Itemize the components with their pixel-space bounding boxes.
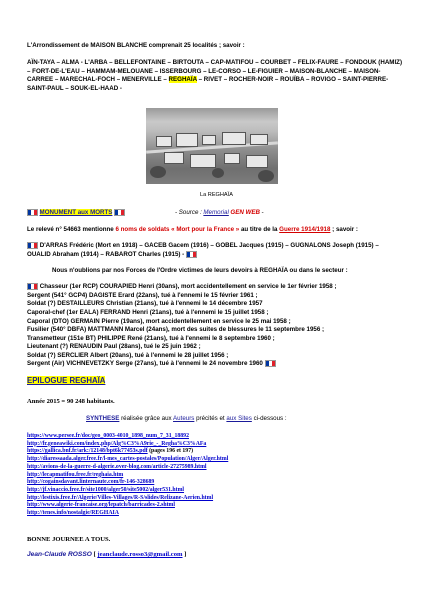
source-link[interactable]: http://jf.vinaccio.free.fr/site1000/alger50/site5002/alger531.html xyxy=(27,486,185,493)
victims-list xyxy=(27,283,402,369)
french-flag-icon xyxy=(27,209,38,216)
source-link[interactable]: http://diaressaada.alger.free.fr/l-mes_cartes-postales/Population/Alger/Alger.html xyxy=(27,456,229,463)
source-link[interactable]: http://lestixis.free.fr/Algerie/Villes-Villages/R-S/slides/Relizane-Aerien.html xyxy=(27,494,214,501)
monument-source: - Source : Memorial GEN WEB - xyxy=(175,209,264,216)
victim-item: Fusilier (540° DBFA) MATTMANN Marcel (24ans), mort des suites de blessures le 11 septembre 1956 ; xyxy=(27,326,325,334)
population-line: Année 2015 = 90 248 habitants. xyxy=(27,398,115,405)
links-list xyxy=(27,433,402,518)
epilogue-heading: EPILOGUE REGHAÏA xyxy=(27,376,106,385)
french-flag-icon xyxy=(265,360,276,367)
victim-item: Soldat (?) DESTAILLEURS Christian (21ans), tué à l'ennemi le 14 décembre 1957 xyxy=(27,300,263,308)
french-flag-icon xyxy=(186,251,197,258)
source-link[interactable]: https://www.persee.fr/doc/geo_0003-4010_1898_num_7_31_18892 xyxy=(27,433,189,439)
monument-heading xyxy=(27,209,402,218)
victim-item: Sergent (541° GCP4) DAGISTE Erard (22ans), tué à l'ennemi le 15 février 1961 ; xyxy=(27,291,258,299)
source-memorial-link[interactable]: Memorial xyxy=(203,209,229,216)
victim-item: Transmetteur (151e BT) PHILIPPE René (21ans), tué à l'ennemi le 8 septembre 1960 ; xyxy=(27,334,275,342)
photo-caption: La REGHAÏA xyxy=(200,192,233,198)
towns-end-text: – RIVET – ROCHER-NOIR – ROUÏBA – ROVIGO – SAINT-PIERRE-SAINT-PAUL – SOUK-EL-HAAD - xyxy=(27,76,389,92)
french-flag-icon xyxy=(114,209,125,216)
monument-title: MONUMENT aux MORTS xyxy=(39,209,113,216)
closing-line: BONNE JOURNEE A TOUS. xyxy=(27,536,111,543)
gallica-pages: (pages 196 et 197) xyxy=(149,448,194,455)
reghaia-photo xyxy=(146,108,278,184)
source-link[interactable]: http://avions-de-la-guerre-d-algerie.over-blog.com/article-27275989.html xyxy=(27,463,207,470)
author-name: Jean-Claude ROSSO xyxy=(27,551,92,558)
source-link[interactable]: http://fr.geneawiki.com/index.php/Alg%C3%A9rie_-_Regha%C3%AFa xyxy=(27,440,207,447)
source-link[interactable]: https://gallica.bnf.fr/ark:/12148/bpt6k77453s.pdf xyxy=(27,448,148,455)
author-email-link[interactable]: jeanclaude.rosso3@gmail.com xyxy=(97,551,183,558)
victim-item: Sergent (Air) VICHNEVETZKY Serge (27ans), tué à l'ennemi le 24 novembre 1960 xyxy=(27,360,402,369)
intro-line xyxy=(27,42,402,51)
signature-line: Jean-Claude ROSSO [ jeanclaude.rosso3@gmail.com ] xyxy=(27,551,187,558)
soldier-names: D'ARRAS Frédéric (Mort en 1918) – GACEB Gacem (1916) – GOBEL Jacques (1915) – GUGNALONS Joseph (1915) – OUALID Abraham (1914) – RABAROT Charles (1915) - xyxy=(27,242,379,258)
french-flag-icon xyxy=(27,283,38,290)
towns-list xyxy=(27,59,402,93)
towns-text: AÏN-TAYA – ALMA - L'ARBA – BELLEFONTAINE – BIRTOUTA – CAP-MATIFOU – COURBET – FELIX-FAURE – FONDOUK (HAMIZ) – FORT-DE-L'EAU – HAMMAM-MELOUANE – ISSERBOURG – LE-CORSO – LE-FIGUIER – MAISON-BLANCHE – MAISON-CARREE – MARECHAL-FOCH – MENERVILLE – xyxy=(27,59,403,84)
source-link[interactable]: http://lecapmatifou.free.fr/reghaia.htm xyxy=(27,471,124,478)
victim-item: Caporal-chef (1er EALA) FERRAND Henri (21ans), tué à l'ennemi le 15 juillet 1958 ; xyxy=(27,308,269,316)
victim-item: Caporal (DTO) GERMAIN Pierre (19ans), mort accidentellement en service le 25 mai 1958 ; xyxy=(27,317,291,325)
source-link[interactable]: http://cogainsdavant.linternaute.com/fr-146-328689 xyxy=(27,479,155,486)
releve-line: Le relevé n° 54663 mentionne 6 noms de soldats « Mort pour la France » au titre de la Guerre 1914/1918 ; savoir : xyxy=(27,226,358,233)
victim-item: Chasseur (1er RCP) COURAPIED Henri (30ans), mort accidentellement en service le 1er février 1958 ; xyxy=(27,283,402,292)
victim-item: Soldat (?) SERCLIER Albert (20ans), tué à l'ennemi le 28 juillet 1956 ; xyxy=(27,351,229,359)
victim-item: Lieutenant (?) RENAUDIN Paul (28ans), tué le 25 juin 1962 ; xyxy=(27,343,201,351)
intro-text: L'Arrondissement de MAISON BLANCHE comprenait 25 localités ; savoir : xyxy=(27,42,245,49)
source-link[interactable]: http://tenes.info/nostalgie/REGHAIA xyxy=(27,510,119,517)
towns-highlight: REGHAÏA xyxy=(168,76,197,84)
french-flag-icon xyxy=(27,242,38,249)
source-link[interactable]: http://www.algerie-francaise.org/lepatch/barricades-2.shtml xyxy=(27,502,175,509)
forces-intro: Nous n'oublions par nos Forces de l'Ordre victimes de leurs devoirs à REGHAÏA ou dans le secteur : xyxy=(52,267,348,274)
synthese-line: SYNTHESE réalisée grâce aux Auteurs précités et aux Sites ci-dessous : xyxy=(86,415,287,422)
